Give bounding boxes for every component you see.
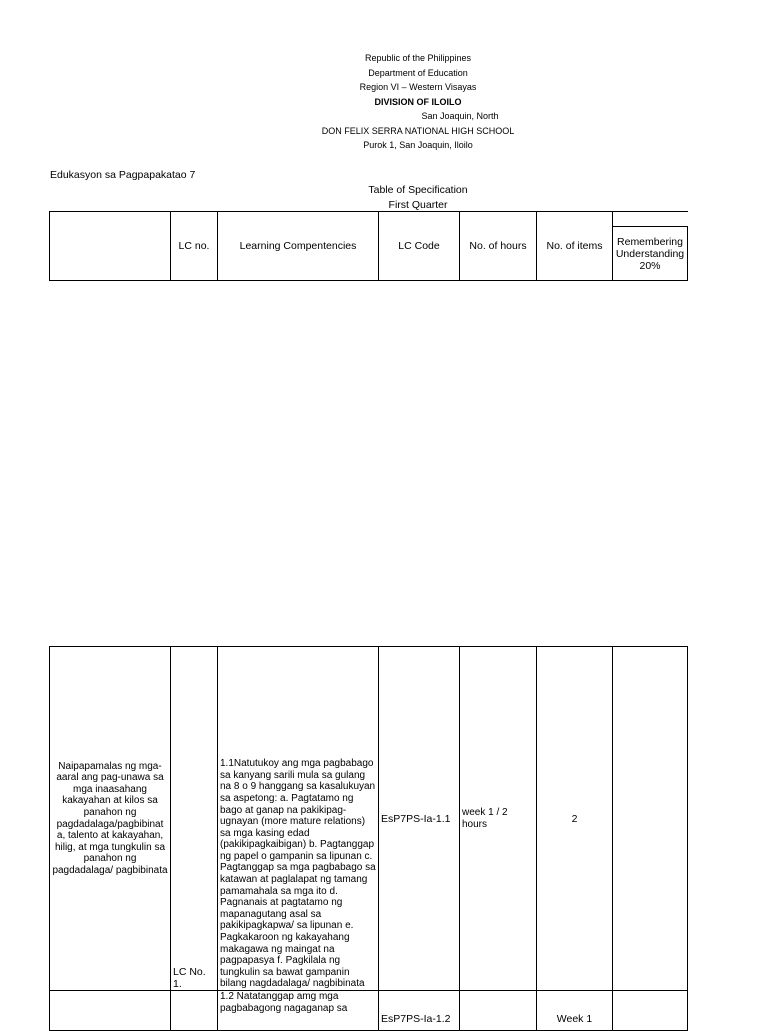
table-heading xyxy=(0,183,768,212)
hours-value: week 1 / 2 hours xyxy=(460,647,537,991)
hours-value xyxy=(460,991,537,1031)
table-title: Table of Specification xyxy=(368,184,468,196)
items-value: Week 1 xyxy=(537,991,613,1031)
level-value xyxy=(613,647,688,991)
content-standard xyxy=(50,991,171,1031)
header-town: San Joaquin, North xyxy=(421,111,499,121)
header-republic: Republic of the Philippines xyxy=(364,53,472,63)
letterhead xyxy=(0,51,768,153)
lc-number xyxy=(171,991,218,1031)
header-lc-no: LC no. xyxy=(171,212,218,281)
header-level: Remembering Understanding 20% xyxy=(613,227,688,281)
header-address: Purok 1, San Joaquin, Iloilo xyxy=(363,140,473,150)
level-value xyxy=(613,991,688,1031)
header-department: Department of Education xyxy=(368,67,468,78)
lc-number: LC No. 1. xyxy=(171,647,218,991)
spec-table-body xyxy=(49,646,688,1031)
header-level-top xyxy=(613,212,688,227)
table-row xyxy=(50,991,688,1031)
header-lc-code: LC Code xyxy=(379,212,460,281)
subject-title: Edukasyon sa Pagpapakatao 7 xyxy=(50,169,196,181)
table-row xyxy=(50,647,688,991)
competency-text: 1.2 Natatanggap amg mga pagbabagong nagaganap sa xyxy=(218,991,379,1031)
header-region: Region VI – Western Visayas xyxy=(359,82,477,92)
content-standard: Naipapamalas ng mga-aaral ang pag-unawa sa mga inaasahang kakayahan at kilos sa panahon ng pagdadalaga/pagbibinat a, talento at kakayahan, hilig, at mga tungkulin sa panahon ng pagdadalaga/ pagbibinata xyxy=(50,647,171,991)
header-cell-standard xyxy=(50,212,171,281)
header-hours: No. of hours xyxy=(460,212,537,281)
header-items: No. of items xyxy=(537,212,613,281)
lc-code: EsP7PS-Ia-1.1 xyxy=(379,647,460,991)
lc-code: EsP7PS-Ia-1.2 xyxy=(379,991,460,1031)
quarter-label: First Quarter xyxy=(388,198,448,211)
spec-table-header xyxy=(49,211,688,281)
header-division: DIVISION OF ILOILO xyxy=(374,96,462,107)
header-competencies: Learning Compentencies xyxy=(218,212,379,281)
header-school: DON FELIX SERRA NATIONAL HIGH SCHOOL xyxy=(321,125,515,136)
competency-text: 1.1Natutukoy ang mga pagbabago sa kanyang sarili mula sa gulang na 8 o 9 hanggang sa kasalukuyan sa aspetong: a. Pagtatamo ng bago at ganap na pakikipag-ugnayan (more mature relations) sa mga kasing edad (pakikipagkaibigan) b. Pagtanggap ng papel o gampanin sa lipunan c. Pagtanggap sa mga pagbabago sa katawan at paglalapat ng tamang pamamahala sa mga ito d. Pagnanais at pagtatamo ng mapanagutang asal sa pakikipagkapwa/ sa lipunan e. Pagkakaroon ng kakayahang makagawa ng maingat na pagpapasya f. Pagkilala ng tungkulin sa bawat gampanin bilang nagdadalaga/ nagbibinata xyxy=(218,647,379,991)
items-value: 2 xyxy=(537,647,613,991)
